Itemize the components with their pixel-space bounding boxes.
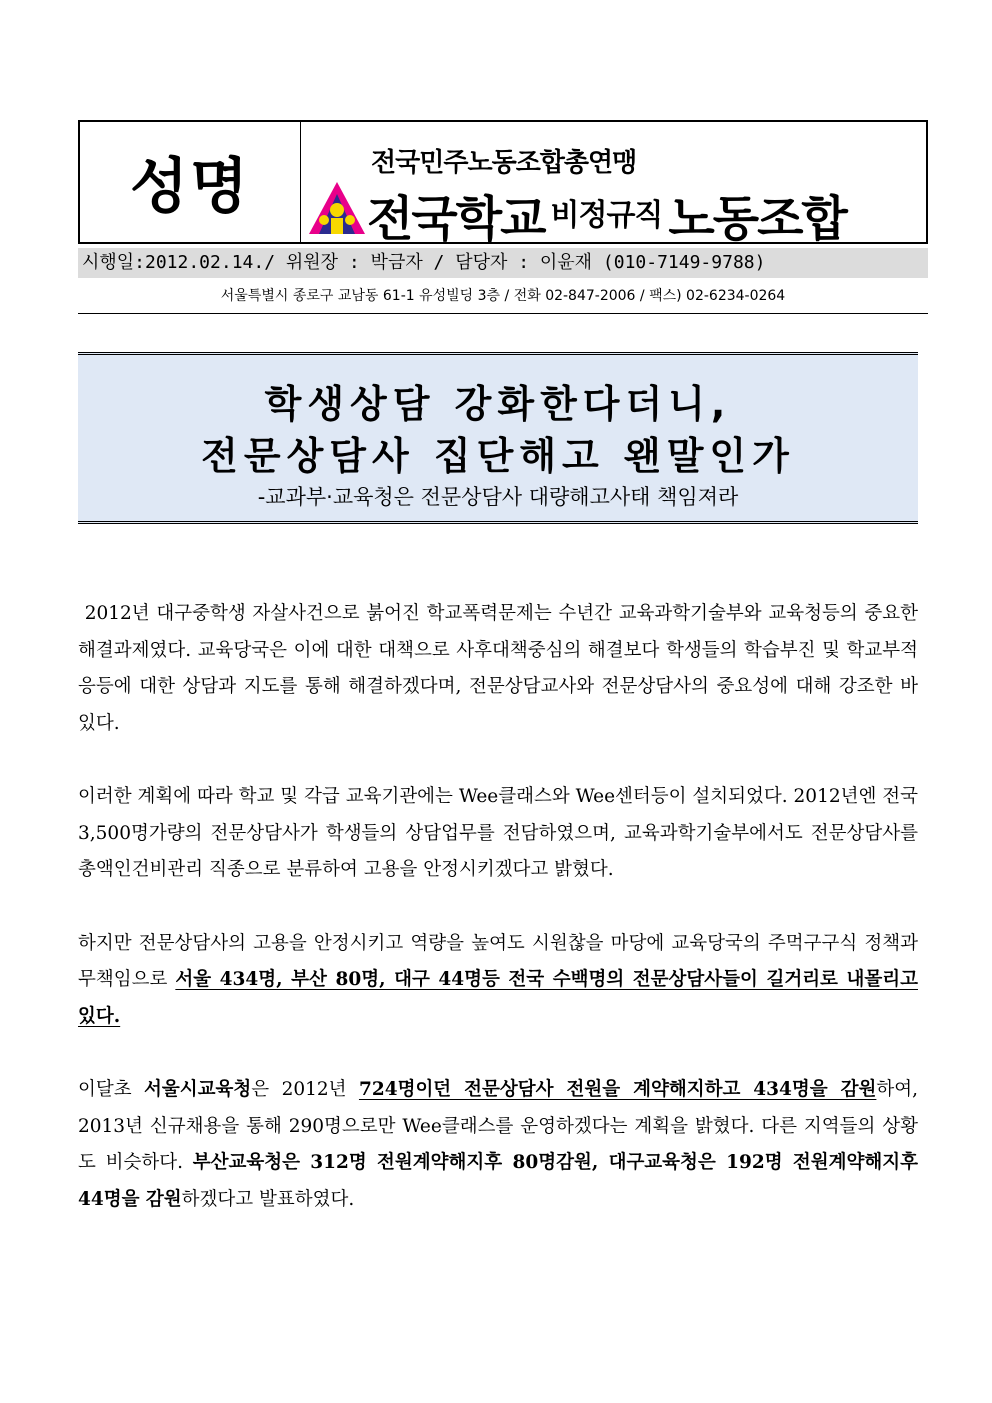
paragraph-2 xyxy=(78,779,918,889)
paragraph-4 xyxy=(78,1072,918,1218)
paragraph-3-text: 하지만 전문상담사의 고용을 안정시키고 역량을 높여도 시원찮을 마당에 교육당국의 주먹구구식 정책과 무책임으로 xyxy=(78,932,918,990)
title-line-2: 전문상담사 집단해고 왠말인가 xyxy=(201,434,795,478)
paragraph-3 xyxy=(78,926,918,1036)
statement-body xyxy=(78,596,924,1255)
union-name-part1: 전국학교 xyxy=(367,191,545,247)
title-line-1: 학생상담 강화한다더니, xyxy=(264,382,732,426)
paragraph-4-seoul: 서울시교육청 xyxy=(144,1079,252,1100)
doc-type: 성명 xyxy=(130,152,250,222)
paragraph-4-text-g: 하겠다고 발표하였다. xyxy=(181,1188,355,1210)
union-name-part3: 노동조합 xyxy=(668,191,846,247)
divider xyxy=(78,313,928,314)
federation-name: 전국민주노동조합총연맹 xyxy=(371,148,637,178)
header-box xyxy=(78,120,928,247)
union-logo-icon xyxy=(307,180,367,236)
paragraph-3-emphasis: 서울 434명, 부산 80명, 대구 44명등 전국 수백명의 전문상담사들이 길거리로 내몰리고 있다. xyxy=(78,969,918,1027)
doc-type-cell xyxy=(80,122,301,242)
union-name-part2: 비정규직 xyxy=(550,198,663,233)
subtitle: -교과부·교육청은 전문상담사 대량해고사태 책임져라 xyxy=(257,485,739,509)
union-name xyxy=(367,180,846,249)
paragraph-4-text-c: 은 2012년 xyxy=(251,1079,359,1100)
address-line: 서울특별시 종로구 교남동 61-1 유성빌딩 3층 / 전화 02-847-2006 / 팩스) 02-6234-0264 xyxy=(220,288,786,304)
title-box xyxy=(78,352,918,524)
paragraph-1 xyxy=(78,596,924,742)
paragraph-4-text-e: 하여, 2013년 신규채용을 통해 290명으로만 Wee클래스를 운영하겠다는 계획을 밝혔다. 다른 지역들의 상황도 비슷하다. xyxy=(78,1079,919,1173)
paragraph-4-emphasis-2: 부산교육청은 312명 전원계약해지후 80명감원, 대구교육청은 192명 전원계약해지후 44명을 감원 xyxy=(78,1152,918,1210)
paragraph-2-text: 이러한 계획에 따라 학교 및 각급 교육기관에는 Wee클래스와 Wee센터등이 설치되었다. 2012년엔 전국 3,500명가량의 전문상담사가 학생들의 상담업무를 전담하였으며, 교육과학기술부에서도 전문상담사를 총액인건비관리 직종으로 분류하여 고용을 안정시키겠다고 밝혔다. xyxy=(78,786,918,880)
paragraph-1-text: 2012년 대구중학생 자살사건으로 붉어진 학교폭력문제는 수년간 교육과학기술부와 교육청등의 중요한 해결과제였다. 교육당국은 이에 대한 대책으로 사후대책중심의 해결보다 학생들의 학습부진 및 학교부적응등에 대한 상담과 지도를 통해 해결하겠다며, 전문상담교사와 전문상담사의 중요성에 대해 강조한 바 있다. xyxy=(78,603,924,734)
union-cell xyxy=(301,122,926,247)
paragraph-4-text-a: 이달초 xyxy=(78,1079,145,1100)
info-bar: 시행일:2012.02.14./ 위원장 : 박금자 / 담당자 : 이윤재 (010-7149-9788) xyxy=(78,248,928,278)
paragraph-4-emphasis-1: 724명이던 전문상담사 전원을 계약해지하고 434명을 감원 xyxy=(358,1079,877,1100)
